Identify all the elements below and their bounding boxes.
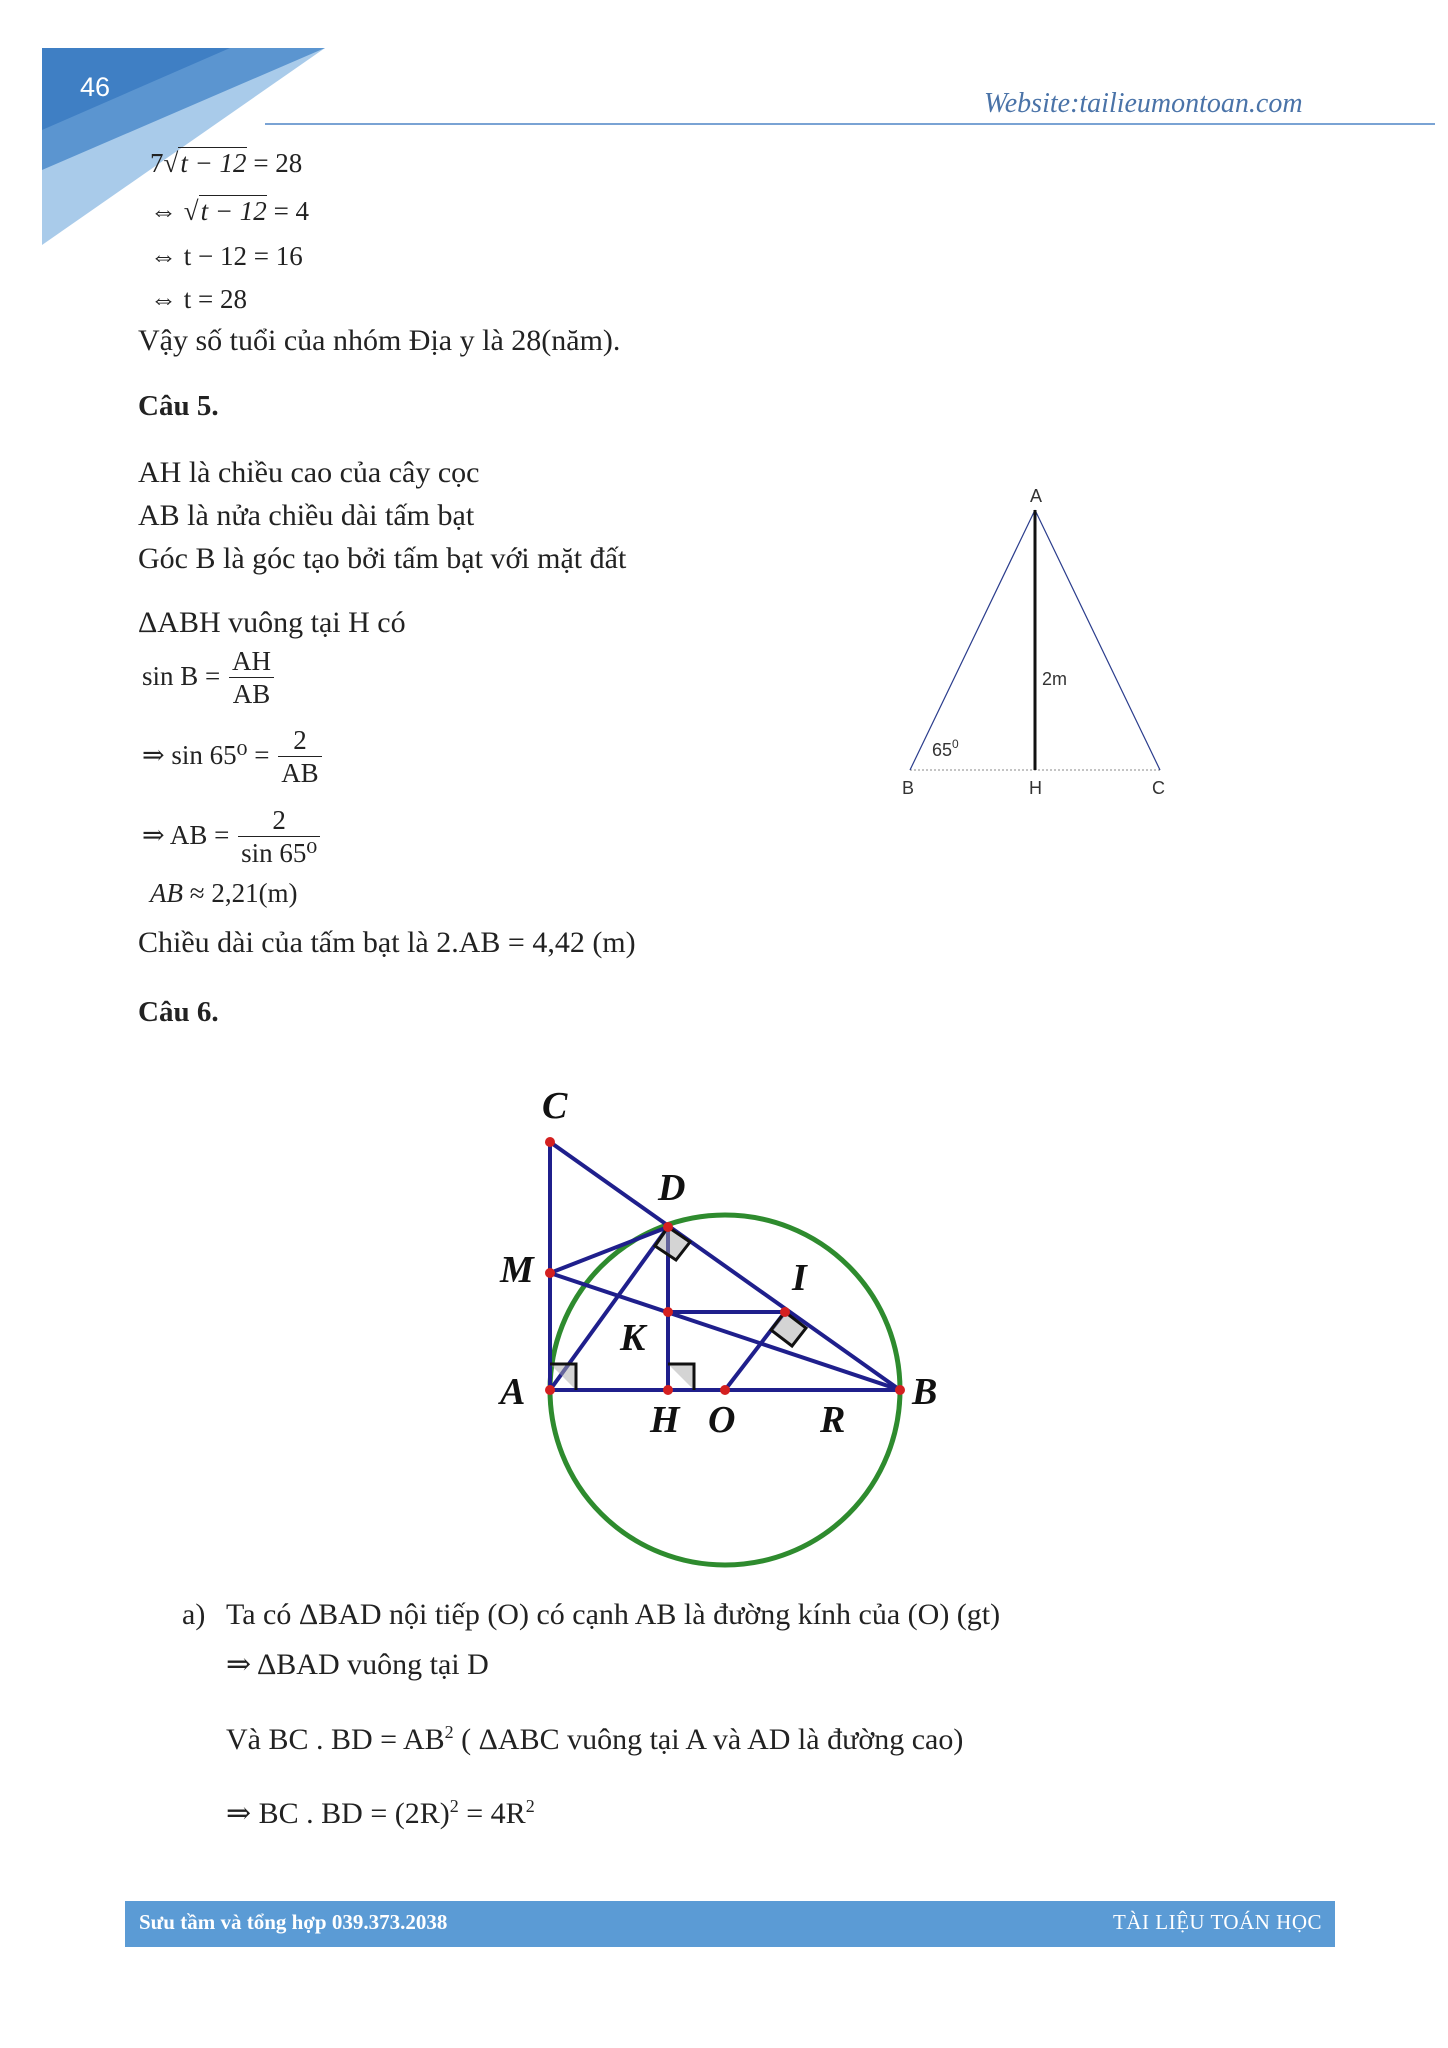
q5-line-4: ΔABH vuông tại H có (138, 606, 406, 639)
conclusion-text: Vậy số tuổi của nhóm Địa y là 28(năm). (138, 324, 621, 357)
part-a-label: a) (182, 1598, 206, 1631)
page-number: 46 (80, 72, 111, 102)
point-i-label: I (792, 1257, 807, 1299)
point-o-label: O (708, 1399, 736, 1441)
fig5-label-c: C (1152, 778, 1165, 798)
fig5-label-b: B (902, 778, 915, 798)
sin-formula: sin B = $\frac{AH}{AB}$ (142, 645, 276, 712)
ab-formula-step: ⇒ AB = $\frac{2}{\text{sin 65⁰}}$ (142, 804, 322, 871)
ab-approx: AB ≈ 2,21(m) (150, 878, 298, 908)
point-d-label: D (658, 1167, 686, 1209)
part-a-line-4: ⇒ BC . BD = $(2R)^2 = 4R^2$ (226, 1796, 535, 1830)
sin-65-step: ⇒ sin 65⁰ = $\frac{2}{AB}$ (142, 724, 324, 791)
point-a-label: A (500, 1371, 526, 1413)
point-b-label: B (912, 1371, 938, 1413)
fig5-height-label: 2m (1042, 669, 1068, 689)
question-5-title: Câu 5. (138, 390, 219, 422)
header-website: Website:tailieumontoan.com (984, 88, 1303, 119)
point-h-label: H (650, 1399, 680, 1441)
part-a-line-3: Và BC . BD = $AB^2$ ( ΔABC vuông tại A và AD là đường cao) (226, 1722, 964, 1756)
fig5-angle-label: 65 (932, 740, 953, 760)
equation-line-2: ⇔ √t − 12 = 4 (150, 196, 310, 226)
part-a-line-2: ⇒ ΔBAD vuông tại D (226, 1648, 489, 1681)
fig5-label-a: A (1030, 486, 1043, 506)
q5-line-1: AH là chiều cao của cây cọc (138, 456, 480, 489)
fig5-label-h: H (1029, 778, 1042, 798)
question-6-title: Câu 6. (138, 996, 219, 1028)
part-a-line-1: Ta có ΔBAD nội tiếp (O) có cạnh AB là đường kính của (O) (gt) (226, 1598, 1001, 1631)
equation-line-3: ⇔ t − 12 = 16 (150, 241, 303, 271)
circle-geometry-figure (480, 1060, 980, 1580)
point-c-label: C (542, 1085, 568, 1127)
q5-line-2: AB là nửa chiều dài tấm bạt (138, 499, 475, 532)
footer-left-text: Sưu tầm và tổng hợp 039.373.2038 (139, 1910, 448, 1934)
header-rule (265, 123, 1435, 125)
footer-right-text: TÀI LIỆU TOÁN HỌC (1113, 1910, 1322, 1934)
q5-line-3: Góc B là góc tạo bởi tấm bạt với mặt đất (138, 542, 627, 575)
tarp-length: Chiều dài của tấm bạt là 2.AB = 4,42 (m) (138, 926, 636, 959)
equation-line-4: ⇔ t = 28 (150, 284, 247, 314)
radius-r-label: R (820, 1399, 846, 1441)
point-m-label: M (500, 1249, 534, 1291)
triangle-figure (880, 480, 1200, 810)
equation-line-1: 7√t − 12 = 28 (150, 148, 303, 178)
point-k-label: K (620, 1317, 646, 1359)
fig5-angle-degree: 0 (952, 737, 959, 751)
